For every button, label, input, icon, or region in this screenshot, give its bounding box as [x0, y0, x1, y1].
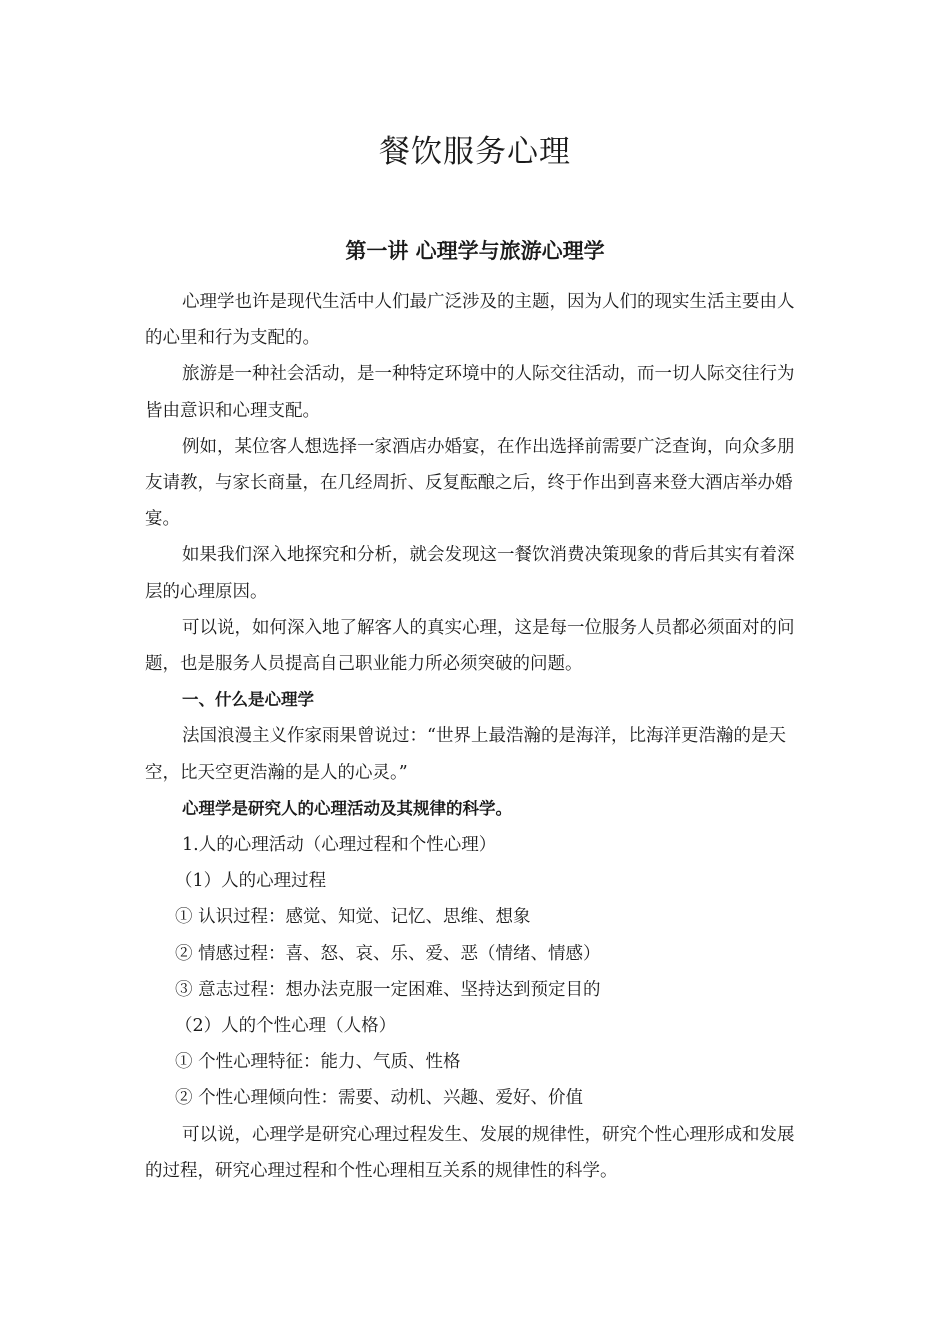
quote-paragraph: 法国浪漫主义作家雨果曾说过：“世界上最浩瀚的是海洋，比海洋更浩瀚的是天空，比天空更浩瀚的是人的心灵。” [145, 726, 786, 783]
list-item-heading: 1.人的心理活动（心理过程和个性心理） [182, 835, 497, 856]
paragraph: 心理学也许是现代生活中人们最广泛涉及的主题，因为人们的现实生活主要由人的心里和行为支配的。 [145, 292, 795, 349]
conclusion-paragraph: 可以说，心理学是研究心理过程发生、发展的规律性，研究个性心理形成和发展的过程，研究心理过程和个性心理相互关系的规律性的科学。 [145, 1124, 795, 1181]
body-text [145, 284, 805, 1189]
list-item: ② 个性心理倾向性：需要、动机、兴趣、爱好、价值 [175, 1088, 584, 1109]
definition-paragraph: 心理学是研究人的心理活动及其规律的科学。 [182, 798, 512, 818]
list-item: ① 个性心理特征：能力、气质、性格 [175, 1052, 461, 1073]
section-heading: 一、什么是心理学 [182, 690, 314, 710]
paragraph: 例如，某位客人想选择一家酒店办婚宴，在作出选择前需要广泛查询，向众多朋友请教，与家长商量，在几经周折、反复酝酿之后，终于作出到喜来登大酒店举办婚宴。 [145, 436, 795, 530]
paragraph: 旅游是一种社会活动，是一种特定环境中的人际交往活动，而一切人际交往行为皆由意识和心理支配。 [145, 364, 795, 421]
paragraph: 如果我们深入地探究和分析，就会发现这一餐饮消费决策现象的背后其实有着深层的心理原因。 [145, 545, 795, 602]
document-title: 餐饮服务心理 [379, 134, 571, 170]
sub-heading: （1）人的心理过程 [175, 871, 327, 892]
paragraph: 可以说，如何深入地了解客人的真实心理，这是每一位服务人员都必须面对的问题，也是服务人员提高自己职业能力所必须突破的问题。 [145, 617, 795, 675]
sub-heading: （2）人的个性心理（人格） [175, 1016, 397, 1037]
chapter-title: 第一讲 心理学与旅游心理学 [345, 239, 605, 263]
list-item: ① 认识过程：感觉、知觉、记忆、思维、想象 [175, 907, 531, 928]
list-item: ③ 意志过程：想办法克服一定困难、坚持达到预定目的 [175, 979, 601, 1000]
list-item: ② 情感过程：喜、怒、哀、乐、爱、恶（情绪、情感） [175, 943, 601, 964]
